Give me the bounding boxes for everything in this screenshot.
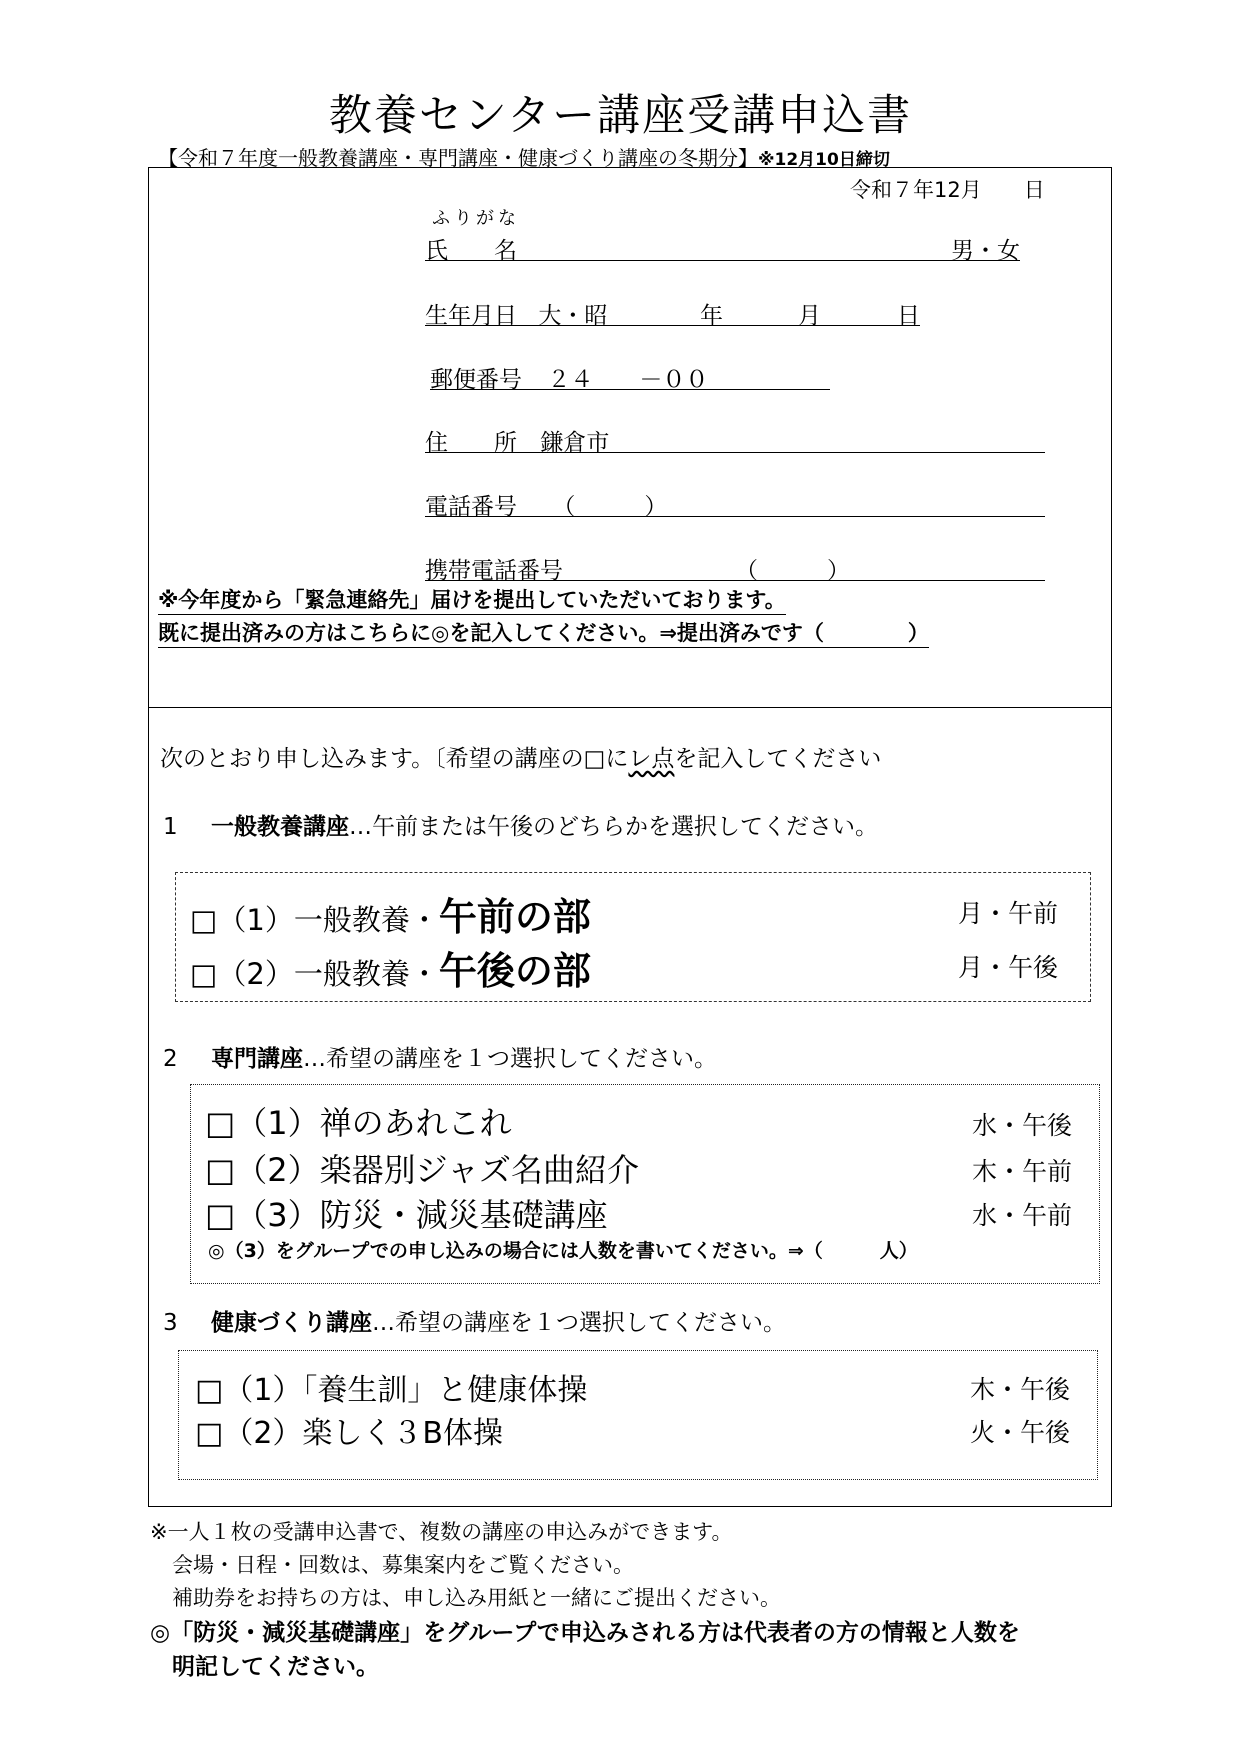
course-2-2-day: 木・午前: [972, 1157, 1073, 1186]
course-1-2[interactable]: [190, 940, 591, 995]
emergency-submitted[interactable]: 既に提出済みの方はこちらに◎を記入してください。⇒提出済みです（ ）: [158, 617, 929, 648]
course-1-2-label: □（2）一般教養・: [190, 957, 439, 991]
footer-note-5: 明記してください。: [172, 1654, 379, 1680]
instructions-text-1: 次のとおり申し込みます。〔希望の講座の□に: [160, 746, 629, 772]
course-1-1-title: 午前の部: [438, 895, 591, 939]
section2-title: 専門講座: [210, 1046, 303, 1072]
mobile-field[interactable]: [425, 552, 1045, 584]
section1-heading: [163, 808, 878, 841]
postal-value: ２４ －００: [547, 367, 709, 393]
mobile-label: 携帯電話番号: [425, 558, 563, 584]
course-3-2[interactable]: □（2）楽しく３B体操: [195, 1416, 504, 1451]
course-2-1[interactable]: □（1）禅のあれこれ: [205, 1104, 512, 1142]
instructions-text-2: を記入してください: [674, 746, 882, 772]
birthdate-label: 生年月日: [425, 303, 517, 329]
mobile-area-code: （ ）: [735, 558, 850, 584]
check-mark-word: レ点: [628, 746, 675, 772]
furigana-label: ふりがな: [432, 208, 520, 229]
frame-divider: [148, 707, 1112, 708]
emergency-notice: ※今年度から「緊急連絡先」届けを提出していただいております。: [158, 584, 786, 615]
section3-number: 3: [163, 1310, 178, 1336]
address-field[interactable]: [425, 424, 1045, 456]
course-3-1-day: 木・午後: [970, 1375, 1071, 1404]
birth-era[interactable]: 大・昭: [538, 303, 608, 329]
birth-month-label: 月: [798, 303, 821, 329]
group-count-note[interactable]: ◎（3）をグループでの申し込みの場合には人数を書いてください。⇒（ 人）: [208, 1240, 918, 1262]
course-2-2[interactable]: □（2）楽器別ジャズ名曲紹介: [205, 1151, 639, 1189]
course-3-1[interactable]: □（1）「養生訓」と健康体操: [195, 1373, 588, 1408]
page-title: 教養センター講座受講申込書: [328, 91, 913, 141]
footer-note-2: 会場・日程・回数は、募集案内をご覧ください。: [172, 1553, 634, 1577]
address-label: 住 所: [425, 430, 517, 456]
section1-number: 1: [163, 814, 178, 840]
birthdate-field[interactable]: [425, 297, 920, 329]
section3-note: …希望の講座を１つ選択してください。: [371, 1310, 786, 1336]
phone-label: 電話番号: [425, 494, 517, 520]
section1-title: 一般教養講座: [210, 814, 349, 840]
course-1-2-day: 月・午後: [958, 953, 1059, 982]
course-1-1-label: □（1）一般教養・: [190, 903, 439, 937]
course-2-1-day: 水・午後: [972, 1111, 1073, 1140]
course-1-2-title: 午後の部: [438, 949, 591, 993]
postal-field[interactable]: [430, 361, 830, 393]
footer-note-3: 補助券をお持ちの方は、申し込み用紙と一緒にご提出ください。: [172, 1586, 781, 1610]
application-date: 令和７年12月 日: [850, 178, 1045, 202]
section2-number: 2: [163, 1046, 178, 1072]
name-field[interactable]: [425, 232, 1020, 264]
gender-choice[interactable]: 男・女: [951, 238, 1020, 264]
section3-title: 健康づくり講座: [210, 1310, 372, 1336]
section3-heading: [163, 1304, 786, 1337]
phone-area-code: （ ）: [552, 494, 668, 520]
phone-field[interactable]: [425, 488, 1045, 520]
address-value: 鎌倉市: [540, 430, 610, 456]
section2-note: …希望の講座を１つ選択してください。: [302, 1046, 717, 1072]
section1-note: …午前または午後のどちらかを選択してください。: [348, 814, 878, 840]
postal-label: 郵便番号: [430, 367, 522, 393]
deadline-note: ※12月10日締切: [758, 150, 890, 170]
birth-day-label: 日: [897, 303, 920, 329]
course-3-2-day: 火・午後: [970, 1418, 1071, 1447]
course-1-1[interactable]: [190, 886, 591, 941]
instructions: [160, 740, 881, 773]
subtitle-main: 【令和７年度一般教養講座・専門講座・健康づくり講座の冬期分】: [158, 146, 758, 170]
course-2-3-day: 水・午前: [972, 1201, 1073, 1230]
footer-note-1: ※一人１枚の受講申込書で、複数の講座の申込みができます。: [150, 1520, 733, 1544]
section2-heading: [163, 1040, 717, 1073]
name-label: 氏 名: [425, 238, 517, 264]
course-2-3[interactable]: □（3）防災・減災基礎講座: [205, 1196, 608, 1234]
course-1-1-day: 月・午前: [958, 899, 1059, 928]
footer-note-4: ◎「防災・減災基礎講座」をグループで申込みされる方は代表者の方の情報と人数を: [150, 1620, 1020, 1646]
birth-year-label: 年: [700, 303, 723, 329]
